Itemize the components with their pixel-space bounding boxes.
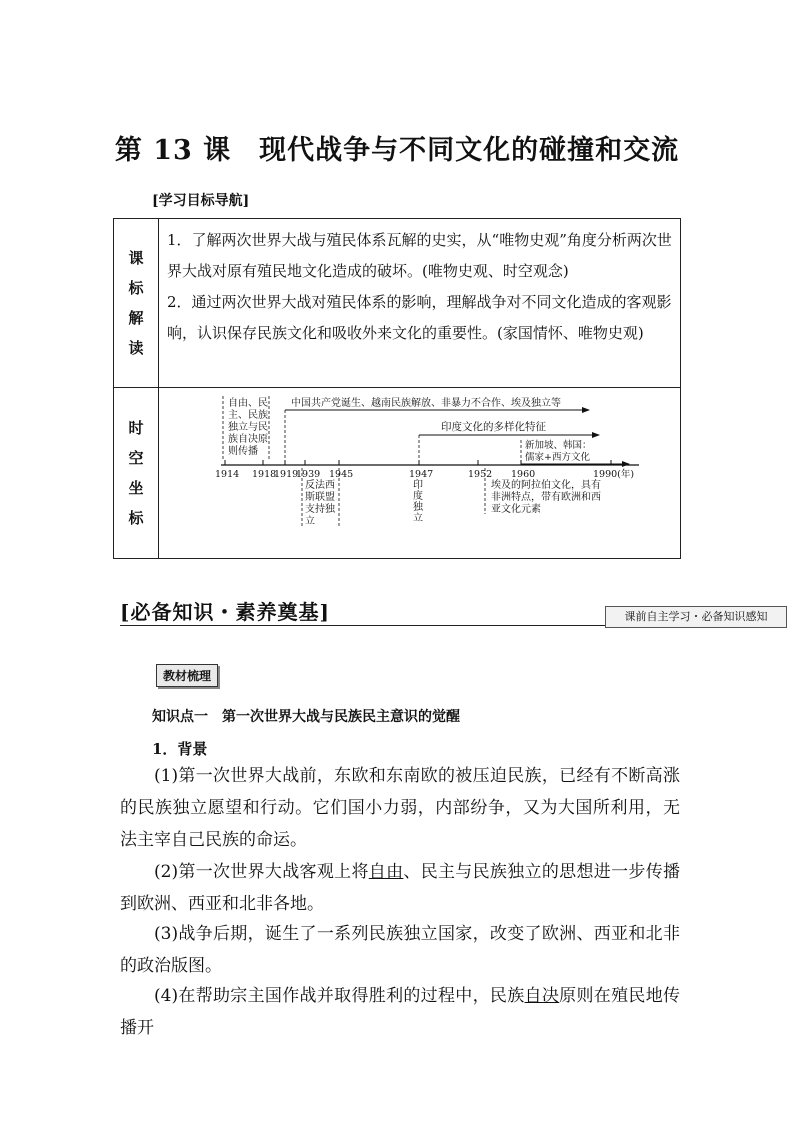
- year-label: 1919: [274, 469, 299, 480]
- learning-goals-table: [113, 218, 681, 559]
- svg-text:自由、民: 自由、民: [228, 398, 268, 409]
- svg-text:反法西: 反法西: [305, 480, 335, 491]
- period-label-2: 印度文化的多样化特征: [441, 421, 546, 433]
- paragraph-2: (2)第一次世界大战客观上将自由、民主与民族独立的思想进一步传播到欧洲、西亚和北非各地。: [120, 862, 680, 914]
- svg-text:独: 独: [413, 502, 423, 513]
- svg-text:埃及的阿拉伯文化，具有: 埃及的阿拉伯文化，具有: [491, 480, 601, 491]
- svg-text:立: 立: [305, 516, 315, 527]
- svg-text:印: 印: [413, 480, 423, 491]
- svg-text:立: 立: [413, 513, 423, 524]
- year-label: 1914: [215, 469, 240, 480]
- knowledge-point-heading: 知识点一 第一次世界大战与民族民主意识的觉醒: [152, 709, 460, 725]
- year-label: 1960: [511, 469, 536, 480]
- period-label-1: 中国共产党诞生、越南民族解放、非暴力不合作、埃及独立等: [291, 398, 561, 409]
- goal-item-1: 1．了解两次世界大战与殖民体系瓦解的史实，从“唯物史观”角度分析两次世界大战对原有殖民地文化造成的破坏。(唯物史观、时空观念): [167, 231, 672, 280]
- svg-text:亚文化元素: 亚文化元素: [491, 504, 541, 515]
- svg-text:则传播: 则传播: [228, 446, 258, 457]
- svg-text:支持独: 支持独: [305, 504, 335, 515]
- row-label-timeline: 时 空 坐 标: [114, 388, 159, 559]
- svg-text:非洲特点，带有欧洲和西: 非洲特点，带有欧洲和西: [491, 492, 601, 503]
- svg-text:斯联盟: 斯联盟: [305, 492, 335, 503]
- timeline-diagram: [159, 388, 681, 558]
- learning-goals-label: [学习目标导航]: [152, 193, 250, 209]
- svg-text:新加坡、韩国：: 新加坡、韩国：: [525, 440, 592, 451]
- svg-text:儒家+西方文化: 儒家+西方文化: [525, 452, 590, 463]
- paragraph-1: (1)第一次世界大战前，东欧和东南欧的被压迫民族，已经有不断高涨的民族独立愿望和行动。它们国小力弱，内部纷争，又为大国所利用，无法主宰自己民族的命运。: [120, 766, 680, 850]
- goal-item-2: 2．通过两次世界大战对殖民体系的影响，理解战争对不同文化造成的客观影响，认识保存民族文化和吸收外来文化的重要性。(家国情怀、唯物史观): [167, 293, 672, 342]
- year-label: 1945: [329, 469, 354, 480]
- page-title: 第 13 课 现代战争与不同文化的碰撞和交流: [114, 135, 680, 166]
- svg-text:独立与民: 独立与民: [228, 422, 268, 433]
- textbook-review-badge: 教材梳理: [156, 664, 218, 687]
- year-label: 1952: [468, 469, 493, 480]
- svg-text:度: 度: [413, 491, 423, 502]
- curriculum-text: [159, 219, 681, 388]
- svg-text:主、民族: 主、民族: [228, 410, 268, 421]
- timeline-cell: [159, 388, 681, 559]
- year-label: 1990(年): [593, 469, 635, 480]
- year-label: 1918: [252, 469, 277, 480]
- svg-text:族自决原: 族自决原: [228, 434, 268, 445]
- paragraph-4: (4)在帮助宗主国作战并取得胜利的过程中，民族自决原则在殖民地传播开: [120, 986, 680, 1038]
- section-heading: [必备知识・素养奠基]: [120, 600, 330, 624]
- subheading-background: 1．背景: [152, 740, 208, 758]
- row-label-curriculum: 课 标 解 读: [114, 219, 159, 388]
- section-tag: 课前自主学习・必备知识感知: [605, 606, 787, 628]
- paragraph-3: (3)战争后期，诞生了一系列民族独立国家，改变了欧洲、西亚和北非的政治版图。: [120, 924, 680, 976]
- year-label: 1947: [409, 469, 434, 480]
- year-label: 1939: [296, 469, 321, 480]
